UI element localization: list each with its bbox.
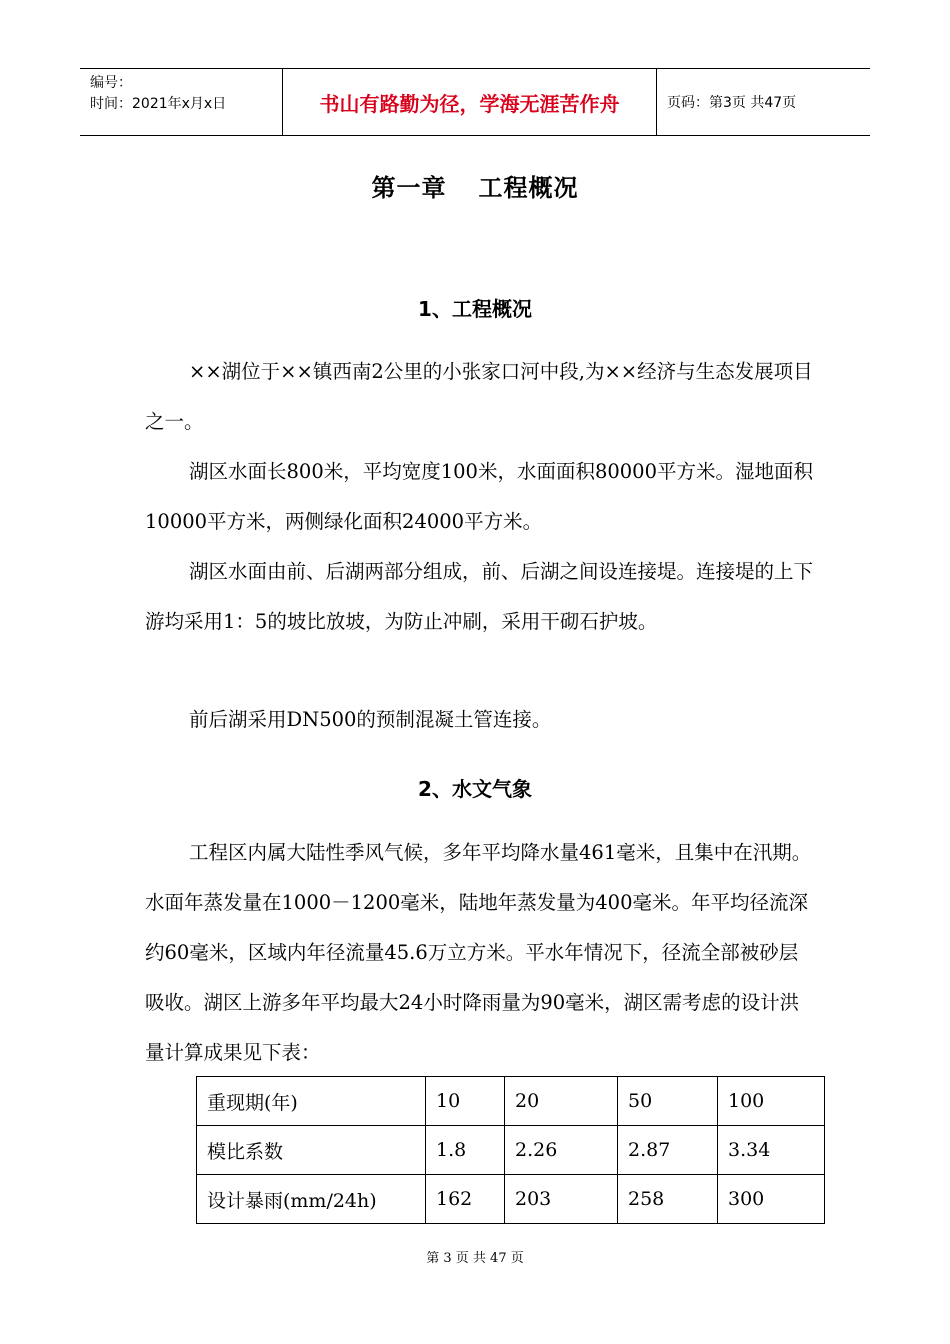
- paragraph: 工程区内属大陆性季风气候，多年平均降水量461毫米，且集中在汛期。水面年蒸发量在1000－1200毫米，陆地年蒸发量为400毫米。年平均径流深约60毫米，区域内年径流量45.6万立方米。平水年情况下，径流全部被砂层吸收。湖区上游多年平均最大24小时降雨量为90毫米，湖区需考虑的设计洪量计算成果见下表：: [145, 841, 812, 1064]
- paragraph: 前后湖采用DN500的预制混凝土管连接。: [189, 708, 552, 731]
- section-title-hydrology: 2、水文气象: [418, 777, 532, 801]
- chapter-title: 工程概况: [478, 174, 579, 202]
- table-cell: 162: [426, 1175, 505, 1224]
- table-cell: 20: [505, 1077, 618, 1126]
- header-meta: [80, 69, 282, 135]
- page-header: [80, 68, 870, 136]
- table-row: [197, 1175, 825, 1224]
- table-cell: 258: [618, 1175, 718, 1224]
- table-row: [197, 1077, 825, 1126]
- table-cell: 模比系数: [197, 1126, 426, 1175]
- header-motto: 书山有路勤为径，学海无涯苦作舟: [282, 69, 657, 135]
- chapter-number: 第一章: [371, 174, 447, 202]
- paragraph: 湖区水面长800米，平均宽度100米，水面面积80000平方米。湿地面积10000平方米，两侧绿化面积24000平方米。: [145, 460, 813, 533]
- design-flood-table: [196, 1076, 825, 1224]
- document-number: 编号：: [90, 75, 132, 91]
- table-cell: 重现期(年): [197, 1077, 426, 1126]
- paragraph: 湖区水面由前、后湖两部分组成，前、后湖之间设连接堤。连接堤的上下游均采用1：5的坡比放坡，为防止冲刷，采用干砌石护坡。: [145, 560, 814, 633]
- table-cell: 2.87: [618, 1126, 718, 1175]
- header-page-info: 页码：第3页 共47页: [667, 95, 797, 111]
- table-cell: 10: [426, 1077, 505, 1126]
- section-title-overview: 1、工程概况: [418, 297, 532, 321]
- table-cell: 203: [505, 1175, 618, 1224]
- table-cell: 50: [618, 1077, 718, 1126]
- document-date: 时间：2021年x月x日: [90, 96, 227, 112]
- chapter-heading: [0, 168, 950, 203]
- table-cell: 100: [718, 1077, 825, 1126]
- table-cell: 2.26: [505, 1126, 618, 1175]
- table-cell: 300: [718, 1175, 825, 1224]
- table-cell: 1.8: [426, 1126, 505, 1175]
- paragraph: ××湖位于××镇西南2公里的小张家口河中段,为××经济与生态发展项目之一。: [145, 360, 813, 433]
- table-cell: 设计暴雨(mm/24h): [197, 1175, 426, 1224]
- table-row: [197, 1126, 825, 1175]
- table-cell: 3.34: [718, 1126, 825, 1175]
- page-footer: 第 3 页 共 47 页: [426, 1251, 524, 1266]
